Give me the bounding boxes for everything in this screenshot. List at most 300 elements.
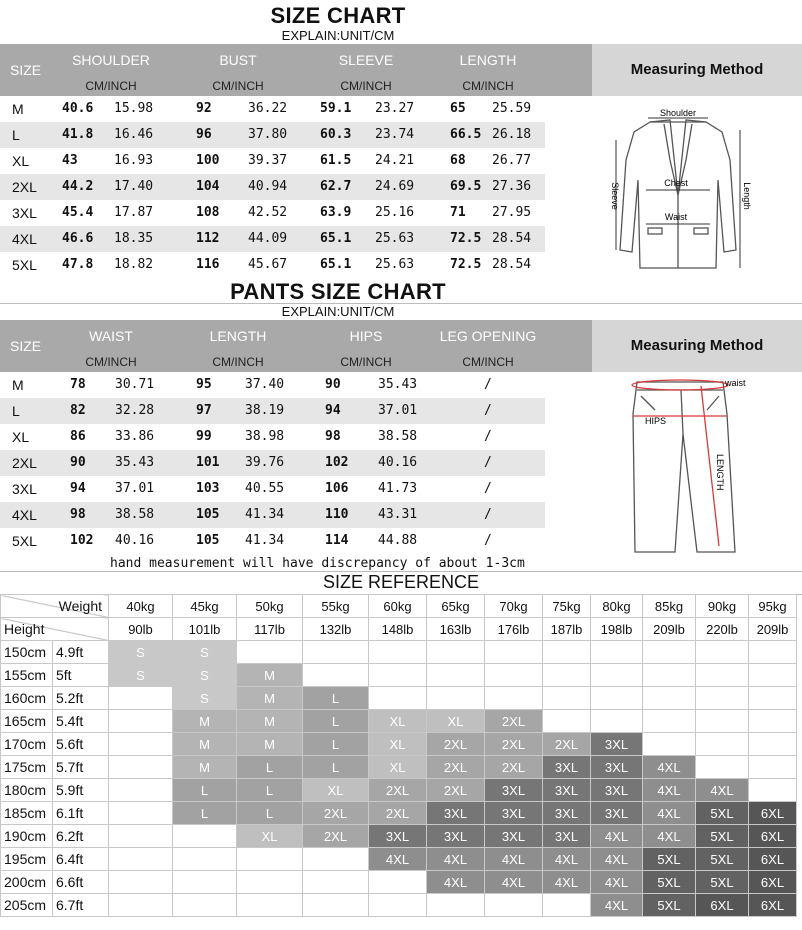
jacket-unit: CM/INCH xyxy=(462,79,514,93)
size-cell: 3XL xyxy=(543,756,591,779)
pants-unit: CM/INCH xyxy=(85,355,137,369)
cm-value: 104 xyxy=(196,179,220,194)
height-cm: 185cm xyxy=(1,802,53,825)
inch-value: 28.54 xyxy=(492,231,532,246)
inch-value: 39.76 xyxy=(245,455,285,470)
size-cell: M xyxy=(237,664,303,687)
reference-row xyxy=(1,848,797,871)
size-cell: S xyxy=(173,687,237,710)
size-cell: M xyxy=(237,733,303,756)
size-cell: 5XL xyxy=(696,871,749,894)
pants-col-length: LENGTH xyxy=(209,328,267,344)
cm-value: 105 xyxy=(196,507,220,522)
pants-explain: EXPLAIN:UNIT/CM xyxy=(281,304,395,319)
inch-value: 16.93 xyxy=(114,153,154,168)
height-cm: 155cm xyxy=(1,664,53,687)
size-cell: L xyxy=(303,756,369,779)
cm-value: 106 xyxy=(325,481,349,496)
weight-lb: 198lb xyxy=(591,618,643,641)
cm-value: 66.5 xyxy=(450,127,482,142)
cm-value: 82 xyxy=(70,403,86,418)
size-cell xyxy=(749,641,797,664)
size-cell xyxy=(369,871,427,894)
cm-value: 105 xyxy=(196,533,220,548)
jacket-measuring-method: Measuring Method xyxy=(592,44,802,96)
cm-value: 78 xyxy=(70,377,86,392)
size-cell xyxy=(749,710,797,733)
size-label: 3XL xyxy=(12,481,37,497)
jacket-explain: EXPLAIN:UNIT/CM xyxy=(281,28,395,43)
size-cell xyxy=(543,641,591,664)
size-cell xyxy=(237,894,303,917)
size-cell: 4XL xyxy=(485,848,543,871)
cm-value: 45.4 xyxy=(62,205,94,220)
cm-value: 90 xyxy=(70,455,86,470)
inch-value: 38.58 xyxy=(378,429,418,444)
inch-value: 18.82 xyxy=(114,257,154,272)
height-cm: 170cm xyxy=(1,733,53,756)
jacket-row xyxy=(0,200,545,226)
jacket-row xyxy=(0,226,545,252)
jacket-header xyxy=(0,44,545,96)
pants-col-waist: WAIST xyxy=(89,328,133,344)
pants-title: PANTS SIZE CHART xyxy=(230,279,446,304)
size-cell: 3XL xyxy=(427,802,485,825)
size-cell: XL xyxy=(237,825,303,848)
inch-value: 25.16 xyxy=(375,205,415,220)
pants-size-header: SIZE xyxy=(10,338,42,354)
size-cell: XL xyxy=(369,733,427,756)
size-cell: 5XL xyxy=(643,894,696,917)
size-label: XL xyxy=(12,429,30,445)
reference-row xyxy=(1,710,797,733)
height-cm: 160cm xyxy=(1,687,53,710)
cm-value: 65 xyxy=(450,101,466,116)
weight-kg: 70kg xyxy=(485,595,543,618)
size-cell xyxy=(696,756,749,779)
size-label: 4XL xyxy=(12,507,37,523)
leg-opening-value: / xyxy=(484,377,492,392)
size-cell: L xyxy=(237,756,303,779)
weight-kg: 90kg xyxy=(696,595,749,618)
jacket-unit: CM/INCH xyxy=(212,79,264,93)
size-cell: M xyxy=(173,710,237,733)
inch-value: 27.95 xyxy=(492,205,532,220)
cm-value: 110 xyxy=(325,507,349,522)
pants-row xyxy=(0,372,545,398)
height-cm: 175cm xyxy=(1,756,53,779)
size-cell xyxy=(173,825,237,848)
leg-opening-value: / xyxy=(484,507,492,522)
inch-value: 24.21 xyxy=(375,153,415,168)
cm-value: 72.5 xyxy=(450,257,482,272)
inch-value: 40.16 xyxy=(378,455,418,470)
inch-value: 37.80 xyxy=(248,127,288,142)
reference-row xyxy=(1,802,797,825)
size-cell xyxy=(237,848,303,871)
reference-row xyxy=(1,641,797,664)
weight-lb: 148lb xyxy=(369,618,427,641)
size-cell xyxy=(109,802,173,825)
size-cell xyxy=(543,687,591,710)
weight-lb: 209lb xyxy=(643,618,696,641)
height-cm: 165cm xyxy=(1,710,53,733)
size-cell xyxy=(591,687,643,710)
size-cell: L xyxy=(173,802,237,825)
height-ft: 6.6ft xyxy=(53,871,109,894)
inch-value: 39.37 xyxy=(248,153,288,168)
size-cell: 2XL xyxy=(427,779,485,802)
size-cell xyxy=(237,641,303,664)
inch-value: 25.63 xyxy=(375,231,415,246)
size-cell: M xyxy=(173,733,237,756)
size-cell xyxy=(427,664,485,687)
size-cell xyxy=(749,779,797,802)
size-cell: XL xyxy=(369,710,427,733)
cm-value: 108 xyxy=(196,205,220,220)
inch-value: 35.43 xyxy=(378,377,418,392)
inch-value: 17.87 xyxy=(114,205,154,220)
size-cell xyxy=(173,848,237,871)
size-cell xyxy=(696,710,749,733)
weight-kg: 55kg xyxy=(303,595,369,618)
inch-value: 44.88 xyxy=(378,533,418,548)
weight-kg: 60kg xyxy=(369,595,427,618)
size-cell xyxy=(485,641,543,664)
size-cell: 5XL xyxy=(643,871,696,894)
cm-value: 95 xyxy=(196,377,212,392)
size-cell: 2XL xyxy=(543,733,591,756)
cm-value: 61.5 xyxy=(320,153,352,168)
inch-value: 37.40 xyxy=(245,377,285,392)
inch-value: 38.58 xyxy=(115,507,155,522)
height-cm: 205cm xyxy=(1,894,53,917)
size-cell: 4XL xyxy=(591,894,643,917)
inch-value: 45.67 xyxy=(248,257,288,272)
cm-value: 94 xyxy=(325,403,341,418)
size-cell: 2XL xyxy=(369,779,427,802)
leg-opening-value: / xyxy=(484,455,492,470)
size-cell xyxy=(591,710,643,733)
pants-col-leg-opening: LEG OPENING xyxy=(439,328,537,344)
cm-value: 60.3 xyxy=(320,127,352,142)
size-label: 3XL xyxy=(12,205,37,221)
jacket-row xyxy=(0,252,545,278)
cm-value: 41.8 xyxy=(62,127,94,142)
size-cell xyxy=(485,664,543,687)
weight-label: Weight xyxy=(1,595,109,618)
inch-value: 36.22 xyxy=(248,101,288,116)
jacket-diagram xyxy=(598,100,758,280)
size-label: 5XL xyxy=(12,533,37,549)
size-cell: 6XL xyxy=(749,894,797,917)
cm-value: 65.1 xyxy=(320,257,352,272)
diagram-label-sleeve: Sleeve xyxy=(610,182,620,210)
jacket-unit: CM/INCH xyxy=(340,79,392,93)
size-cell: 5XL xyxy=(696,848,749,871)
jacket-size-header: SIZE xyxy=(10,62,42,78)
size-label: L xyxy=(12,127,20,143)
size-cell: 3XL xyxy=(485,779,543,802)
cm-value: 94 xyxy=(70,481,86,496)
size-cell: 6XL xyxy=(749,825,797,848)
size-cell xyxy=(696,733,749,756)
pants-row xyxy=(0,424,545,450)
height-cm: 190cm xyxy=(1,825,53,848)
jacket-col-length: LENGTH xyxy=(459,52,517,68)
size-cell: S xyxy=(109,664,173,687)
pants-row xyxy=(0,398,545,424)
cm-value: 43 xyxy=(62,153,78,168)
size-cell: 3XL xyxy=(591,779,643,802)
pants-diagram xyxy=(615,374,765,559)
size-cell: 3XL xyxy=(485,802,543,825)
height-cm: 150cm xyxy=(1,641,53,664)
cm-value: 62.7 xyxy=(320,179,352,194)
jacket-unit: CM/INCH xyxy=(85,79,137,93)
size-cell: 5XL xyxy=(696,802,749,825)
size-cell: L xyxy=(237,779,303,802)
reference-row xyxy=(1,871,797,894)
inch-value: 41.34 xyxy=(245,507,285,522)
cm-value: 63.9 xyxy=(320,205,352,220)
size-cell: 4XL xyxy=(543,871,591,894)
jacket-col-bust: BUST xyxy=(219,52,257,68)
size-cell: 6XL xyxy=(749,802,797,825)
height-ft: 5.9ft xyxy=(53,779,109,802)
weight-lb: 90lb xyxy=(109,618,173,641)
inch-value: 23.27 xyxy=(375,101,415,116)
inch-value: 27.36 xyxy=(492,179,532,194)
height-ft: 5ft xyxy=(53,664,109,687)
size-cell xyxy=(696,664,749,687)
weight-lb: 132lb xyxy=(303,618,369,641)
size-cell: 4XL xyxy=(591,871,643,894)
leg-opening-value: / xyxy=(484,533,492,548)
measurement-note: hand measurement will have discrepancy of about 1-3cm xyxy=(110,556,525,571)
size-cell xyxy=(643,710,696,733)
size-cell: 4XL xyxy=(427,848,485,871)
size-cell xyxy=(749,664,797,687)
size-cell: L xyxy=(303,733,369,756)
size-cell xyxy=(109,710,173,733)
size-cell: L xyxy=(237,802,303,825)
jacket-row xyxy=(0,174,545,200)
size-cell xyxy=(543,710,591,733)
inch-value: 38.19 xyxy=(245,403,285,418)
weight-kg: 45kg xyxy=(173,595,237,618)
size-cell xyxy=(749,687,797,710)
size-cell: 3XL xyxy=(591,802,643,825)
size-label: 2XL xyxy=(12,455,37,471)
jacket-col-sleeve: SLEEVE xyxy=(338,52,394,68)
size-cell: S xyxy=(173,664,237,687)
size-cell: 5XL xyxy=(643,848,696,871)
size-cell: L xyxy=(173,779,237,802)
size-cell: XL xyxy=(427,710,485,733)
size-cell: 3XL xyxy=(543,802,591,825)
size-cell: S xyxy=(109,641,173,664)
size-cell: 6XL xyxy=(749,871,797,894)
size-cell xyxy=(109,894,173,917)
size-cell: 4XL xyxy=(591,825,643,848)
inch-value: 40.16 xyxy=(115,533,155,548)
size-cell: 2XL xyxy=(303,802,369,825)
inch-value: 16.46 xyxy=(114,127,154,142)
height-ft: 6.2ft xyxy=(53,825,109,848)
jacket-title: SIZE CHART xyxy=(270,3,406,28)
cm-value: 100 xyxy=(196,153,220,168)
inch-value: 40.94 xyxy=(248,179,288,194)
size-cell xyxy=(303,641,369,664)
size-cell xyxy=(749,733,797,756)
size-cell xyxy=(109,733,173,756)
size-label: 4XL xyxy=(12,231,37,247)
inch-value: 26.18 xyxy=(492,127,532,142)
height-ft: 5.6ft xyxy=(53,733,109,756)
diagram-label-waist: waist xyxy=(725,378,746,388)
size-reference-table xyxy=(0,594,797,917)
height-ft: 6.1ft xyxy=(53,802,109,825)
size-cell xyxy=(109,825,173,848)
cm-value: 114 xyxy=(325,533,349,548)
weight-lb: 220lb xyxy=(696,618,749,641)
height-cm: 200cm xyxy=(1,871,53,894)
size-cell: S xyxy=(173,641,237,664)
size-cell: 3XL xyxy=(427,825,485,848)
weight-kg: 80kg xyxy=(591,595,643,618)
pants-unit: CM/INCH xyxy=(340,355,392,369)
pants-header xyxy=(0,320,545,372)
size-cell xyxy=(369,687,427,710)
weight-kg: 50kg xyxy=(237,595,303,618)
size-cell: 2XL xyxy=(485,756,543,779)
size-cell xyxy=(696,641,749,664)
inch-value: 30.71 xyxy=(115,377,155,392)
size-label: M xyxy=(12,101,24,117)
cm-value: 98 xyxy=(325,429,341,444)
inch-value: 25.59 xyxy=(492,101,532,116)
size-cell xyxy=(109,871,173,894)
size-cell xyxy=(109,687,173,710)
size-cell xyxy=(591,664,643,687)
weight-lb: 163lb xyxy=(427,618,485,641)
size-cell: 3XL xyxy=(369,825,427,848)
cm-value: 92 xyxy=(196,101,212,116)
size-cell: 2XL xyxy=(427,733,485,756)
size-cell: M xyxy=(237,710,303,733)
cm-value: 59.1 xyxy=(320,101,352,116)
pants-unit: CM/INCH xyxy=(462,355,514,369)
size-cell: 4XL xyxy=(643,802,696,825)
size-cell xyxy=(643,733,696,756)
weight-lb: 176lb xyxy=(485,618,543,641)
pants-row xyxy=(0,528,545,554)
size-label: XL xyxy=(12,153,30,169)
size-cell xyxy=(369,664,427,687)
pants-row xyxy=(0,476,545,502)
size-cell xyxy=(543,664,591,687)
diagram-label-length: LENGTH xyxy=(715,454,725,491)
size-cell: 4XL xyxy=(369,848,427,871)
cm-value: 102 xyxy=(70,533,94,548)
height-ft: 6.7ft xyxy=(53,894,109,917)
size-cell: 3XL xyxy=(485,825,543,848)
size-cell xyxy=(749,756,797,779)
cm-value: 86 xyxy=(70,429,86,444)
height-ft: 6.4ft xyxy=(53,848,109,871)
size-label: 2XL xyxy=(12,179,37,195)
inch-value: 23.74 xyxy=(375,127,415,142)
leg-opening-value: / xyxy=(484,429,492,444)
inch-value: 37.01 xyxy=(115,481,155,496)
pants-measuring-method: Measuring Method xyxy=(592,320,802,372)
size-cell: M xyxy=(173,756,237,779)
size-cell: 4XL xyxy=(485,871,543,894)
reference-title: SIZE REFERENCE xyxy=(0,571,802,595)
cm-value: 44.2 xyxy=(62,179,94,194)
reference-row xyxy=(1,825,797,848)
size-label: M xyxy=(12,377,24,393)
inch-value: 24.69 xyxy=(375,179,415,194)
reference-row xyxy=(1,779,797,802)
height-ft: 5.7ft xyxy=(53,756,109,779)
size-cell: 3XL xyxy=(543,779,591,802)
size-cell: 4XL xyxy=(643,825,696,848)
inch-value: 18.35 xyxy=(114,231,154,246)
height-ft: 4.9ft xyxy=(53,641,109,664)
cm-value: 116 xyxy=(196,257,220,272)
size-cell: 3XL xyxy=(543,825,591,848)
height-cm: 180cm xyxy=(1,779,53,802)
pants-row xyxy=(0,450,545,476)
cm-value: 68 xyxy=(450,153,466,168)
jacket-col-shoulder: SHOULDER xyxy=(72,52,150,68)
leg-opening-value: / xyxy=(484,403,492,418)
inch-value: 35.43 xyxy=(115,455,155,470)
size-cell xyxy=(173,894,237,917)
size-cell xyxy=(427,894,485,917)
size-cell xyxy=(109,848,173,871)
diagram-label-waist: Waist xyxy=(664,212,688,222)
weight-kg: 65kg xyxy=(427,595,485,618)
height-ft: 5.2ft xyxy=(53,687,109,710)
cm-value: 112 xyxy=(196,231,220,246)
size-cell: L xyxy=(303,710,369,733)
size-cell: 5XL xyxy=(696,825,749,848)
pants-row xyxy=(0,502,545,528)
size-cell xyxy=(543,894,591,917)
pants-unit: CM/INCH xyxy=(212,355,264,369)
weight-kg: 95kg xyxy=(749,595,797,618)
jacket-row xyxy=(0,122,545,148)
size-cell: 2XL xyxy=(485,733,543,756)
size-cell: 6XL xyxy=(749,848,797,871)
inch-value: 28.54 xyxy=(492,257,532,272)
size-cell: 4XL xyxy=(427,871,485,894)
size-cell xyxy=(303,894,369,917)
cm-value: 102 xyxy=(325,455,349,470)
reference-row xyxy=(1,756,797,779)
height-label: Height xyxy=(1,618,109,641)
size-cell xyxy=(369,894,427,917)
size-cell xyxy=(643,687,696,710)
inch-value: 32.28 xyxy=(115,403,155,418)
diagram-label-shoulder: Shoulder xyxy=(659,108,697,118)
size-cell xyxy=(369,641,427,664)
size-label: L xyxy=(12,403,20,419)
size-cell xyxy=(643,641,696,664)
